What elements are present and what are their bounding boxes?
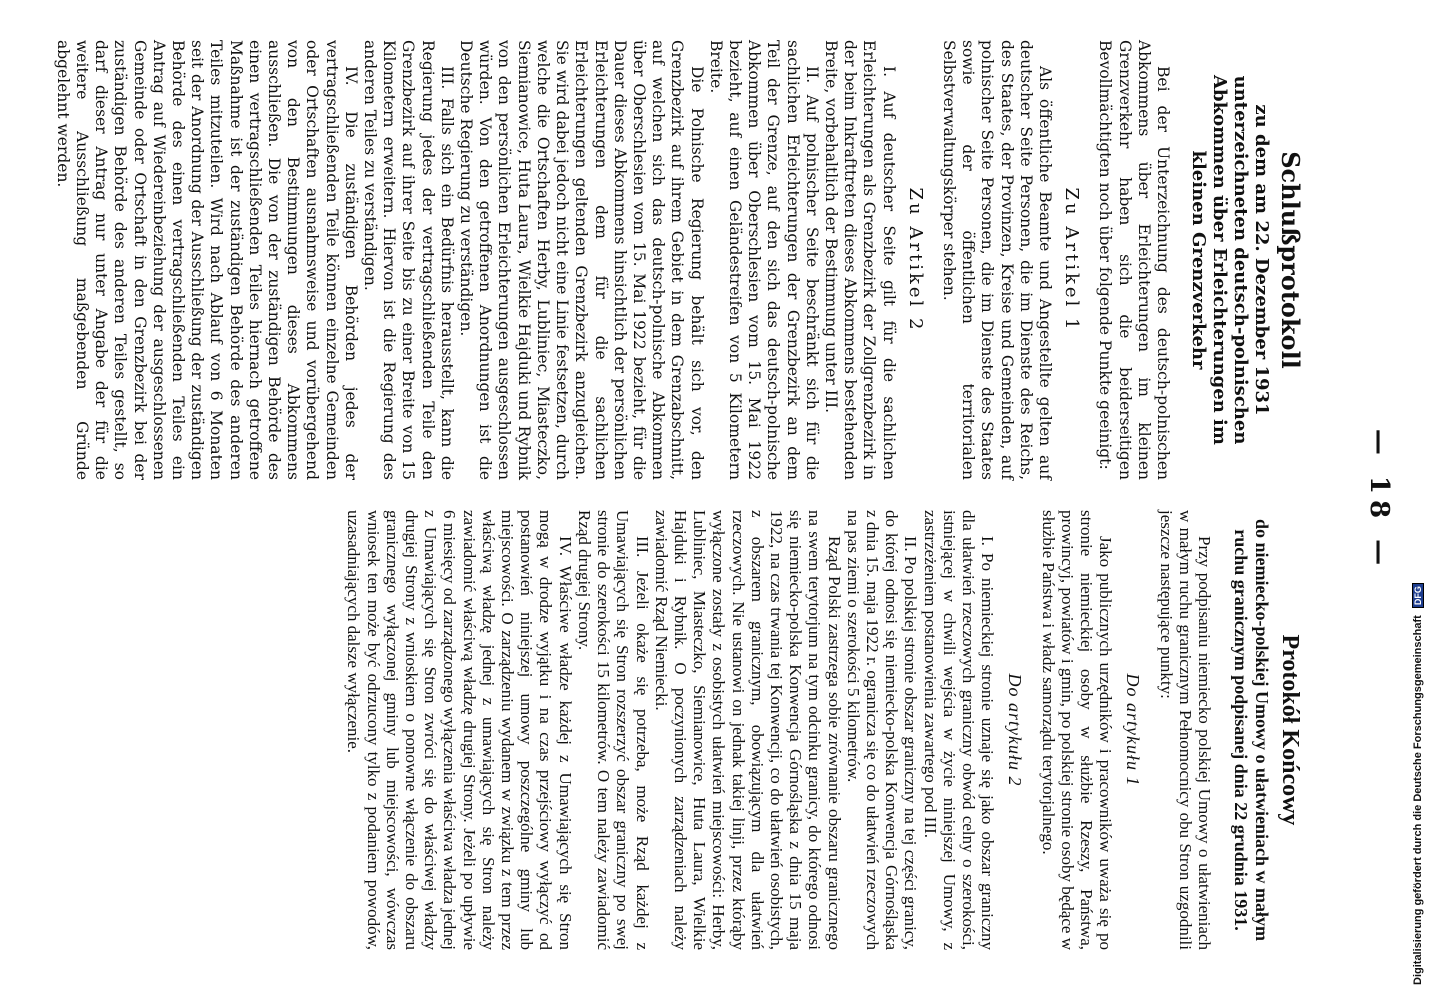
polish-art2-p1: I. Po niemieckiej stronie uznaje się jako obszar graniczny dla ułatwień rzeczowych graniczny obwód celny o szerokości, istniejącej w chwili wejścia w życie niniejszej Umowy, z zastrzeżeniem postanowienia zawartego pod III. bbox=[920, 510, 998, 950]
footer-strip bbox=[1410, 0, 1434, 1000]
polish-subtitle: do niemiecko-polskiej Umowy o ułatwieniach w małym ruchu granicznym podpisanej dnia 22 grudnia 1931. bbox=[1231, 519, 1272, 941]
german-column bbox=[53, 40, 1304, 480]
footer-credit-line bbox=[1412, 585, 1424, 985]
german-subtitle: zu dem am 22. Dezember 1931 unterzeichneten deutsch-polnischen Abkommen über Erleichterungen im kleinen Grenzverkehr bbox=[1188, 75, 1272, 445]
german-art1-heading: Zu Artikel 1 bbox=[1061, 187, 1083, 333]
dfg-logo: DFG bbox=[1412, 583, 1424, 608]
german-intro: Bei der Unterzeichnung des deutsch-polnischen Abkommens über Erleichterungen im kleinen Grenzverkehr haben sich die beiderseitigen Bevollmächtigten noch über folgende Punkte geeinigt: bbox=[1096, 40, 1172, 480]
polish-art2-heading: Do artykułu 2 bbox=[1005, 673, 1026, 787]
polish-column bbox=[344, 510, 1304, 950]
polish-art1-text: Jako publicznych urzędników i pracowników uważa się po stronie niemieckiej osoby w służbie Rzeszy, Państwa, prowincyj, powiatów i gmin, po polskiej stronie osoby będące w służbie Państwa i władz samorządu terytorjalnego. bbox=[1038, 510, 1116, 950]
german-art2-p4: III. Falls sich ein Bedürfnis herausstellt, kann die Regierung jedes der vertragschließenden Teile den Grenzbezirk auf ihrer Seite bis zu einer Breite von 15 Kilometern erweitern. Hiervon ist die Regierung des anderen Teiles zu verständigen. bbox=[361, 40, 456, 480]
german-art2-p5: IV. Die zuständigen Behörden jedes der vertragschließenden Teile können einzelne Gemeinden oder Ortschaften ausnahmsweise und vorübergehend von den Bestimmungen dieses Abkommens ausschließen. Die von der zuständigen Behörde des einen vertragschließenden Teiles hiernach getroffene Maßnahme ist der zuständigen Behörde des anderen Teiles mitzuteilen. Wird nach Ablauf von 6 Monaten seit der Anordnung der Ausschließung der zuständigen Behörde des einen vertragschließenden Teiles ein Antrag auf Wiedereinbeziehung der ausgeschlossenen Gemeinde oder Ortschaft in den Grenzbezirk bei der zuständigen Behörde des anderen Teiles gestellt, so darf dieser Antrag nur unter Angabe der für die weitere Ausschließung maßgebenden Gründe abgelehnt werden. bbox=[53, 40, 360, 480]
polish-art2-p4: III. Jeżeli okaże się potrzeba, może Rząd każdej z Umawiających się Stron rozszerzyć obszar graniczny po swej stronie do szerokości 15 kilometrów. O tem należy zawiadomić Rząd drugiej Strony. bbox=[574, 510, 652, 950]
german-art1-text: Als öffentliche Beamte und Angestellte gelten auf deutscher Seite Personen, die im Dienste des Reichs, des Staates, der Provinzen, Kreise und Gemeinden, auf polnischer Seite Personen, die im Dienste des Staates sowie der öffentlichen territorialen Selbstverwaltungskörper stehen. bbox=[939, 40, 1054, 480]
polish-art2-p2: II. Po polskiej stronie obszar graniczny na tej części granicy, do której odnosi się niemiecko-polska Konwencja Górnośląska z dnia 15. maja 1922 r. ogranicza się co do ułatwień rzeczowych na pas ziemi o szerokości 5 kilometrów. bbox=[843, 510, 921, 950]
german-art2-p2: II. Auf polnischer Seite beschränkt sich für die sachlichen Erleichterungen der Grenzbezirk an dem Teil der Grenze, auf den sich das deutsch-polnische Abkommen über Oberschlesien vom 15. Mai 1922 bezieht, auf einen Geländestreifen von 5 Kilometern Breite. bbox=[706, 40, 821, 480]
polish-art2-p3: Rząd Polski zastrzega sobie zrównanie obszaru granicznego na swem terytorjum na tym odcinku granicy, do którego odnosi się niemiecko-polska Konwencja Górnośląska z dnia 15 maja 1922, na czas trwania tej Konwencji, co do ułatwień osobistych, z obszarem granicznym, obowiązującym dla ułatwień rzeczowych. Nie ustanowi on jednak takiej linji, przez którąby wyłączone zostały z osobistych ułatwień miejscowości: Herby, Lubliniec, Miasteczko, Siemianowice, Huta Laura, Wielkie Hajduki i Rybnik. O poczynionych zarządzeniach należy zawiadomić Rząd Niemiecki. bbox=[651, 510, 844, 950]
polish-title: Protokół Końcowy bbox=[1277, 634, 1303, 826]
german-art2-heading: Zu Artikel 2 bbox=[904, 187, 926, 333]
german-title: Schlußprotokoll bbox=[1276, 151, 1305, 369]
german-art2-p1: I. Auf deutscher Seite gilt für die sachlichen Erleichterungen als Grenzbezirk der Zollgrenzbezirk in der beim Inkrafttreten dieses Abkommens bestehenden Breite, vorbehaltlich der Bestimmung unter III. bbox=[821, 40, 898, 480]
polish-intro: Przy podpisaniu niemiecko polskiej Umowy o ułatwieniach w małym ruchu granicznym Pełnomocnicy obu Stron uzgodnili jeszcze następujące punkty: bbox=[1156, 510, 1214, 950]
page-number: — 18 — bbox=[1364, 428, 1394, 572]
polish-art2-p5: IV. Właściwe władze każdej z Umawiających się Stron mogą w drodze wyjątku i na czas przejściowy wyłączyć od postanowień niniejszej umowy poszczególne gminy lub miejscowości. O zarządzeniu wydanem w związku z tem przez właściwą władzę jednej z umawiających się Stron należy zawiadomić właściwą władzę drugiej Strony. Jeżeli po upływie 6 miesięcy od zarządzonego wyłączenia właściwa władza jednej z Umawiających się Stron zwróci się do właściwej władzy drugiej Strony z wnioskiem o ponowne włączenie do obszaru granicznego wyłączonej gminy lub miejscowości, wówczas wniosek ten może być odrzucony tylko z podaniem powodów, uzasadniających dalsze wyłączenie. bbox=[344, 510, 575, 950]
polish-art1-heading: Do artykułu 1 bbox=[1123, 673, 1144, 787]
footer-credit: Digitalisierung gefördert durch die Deutsche Forschungsgemeinschaft bbox=[1412, 615, 1424, 985]
german-art2-p3: Die Polnische Regierung behält sich vor, den Grenzbezirk auf ihrem Gebiet in dem Grenzabschnitt, auf welchen sich das deutsch-polnische Abkommen über Oberschlesien vom 15. Mai 1922 bezieht, für die Dauer dieses Abkommens hinsichtlich der persönlichen Erleichterungen dem für die sachlichen Erleichterungen geltenden Grenzbezirk anzugleichen. Sie wird dabei jedoch nicht eine Linie festsetzen, durch welche die Ortschaften Herby, Lubliniec, Miasteczko, Siemianowice, Huta Laura, Wielkie Hajduki und Rybnik von den persönlichen Erleichterungen ausgeschlossen würden. Von den getroffenen Anordnungen ist die Deutsche Regierung zu verständigen. bbox=[457, 40, 706, 480]
